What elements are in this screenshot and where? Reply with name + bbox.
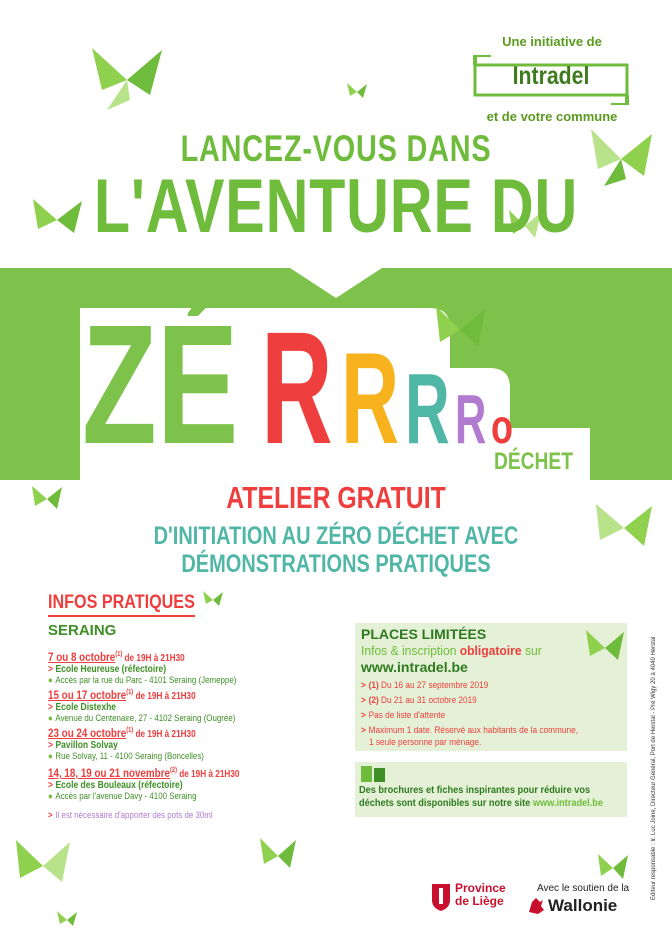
province-line-1: Province bbox=[455, 881, 506, 895]
places-item bbox=[361, 710, 445, 720]
province-line-2: de Liège bbox=[455, 894, 504, 908]
inscription-c: sur bbox=[521, 643, 542, 658]
caret-icon: > bbox=[361, 680, 366, 690]
session-footnote: (2) bbox=[169, 767, 177, 774]
places-title: PLACES LIMITÉES bbox=[361, 626, 487, 642]
atelier-subtitle-2: DÉMONSTRATIONS PRATIQUES bbox=[181, 550, 491, 578]
pots-note-text: Il est nécessaire d'apporter des pots de 30ml bbox=[55, 810, 213, 820]
wallonie-support-text: Avec le soutien de la bbox=[537, 883, 630, 894]
headline-text-2: L'AVENTURE DU bbox=[93, 164, 579, 249]
session-footnote: (1) bbox=[115, 651, 123, 658]
session-date: 7 ou 8 octobre bbox=[48, 650, 116, 664]
caret-icon: > bbox=[48, 702, 53, 713]
session-venue: Ecole des Bouleaux (réfectoire) bbox=[55, 780, 183, 791]
session-venue: Ecole Distexhe bbox=[55, 702, 116, 713]
session-item bbox=[48, 726, 348, 761]
session-address: Accès par la rue du Parc - 4101 Seraing (Jemeppe) bbox=[55, 675, 237, 685]
caret-icon: > bbox=[48, 810, 53, 820]
caret-icon: > bbox=[361, 710, 366, 720]
dechet-word: DÉCHET bbox=[494, 448, 573, 475]
butterfly-icon bbox=[346, 82, 368, 102]
caret-icon: > bbox=[361, 695, 366, 705]
session-time: de 19H à 21H30 bbox=[176, 769, 240, 780]
atelier-subtitle-1: D'INITIATION AU ZÉRO DÉCHET AVEC bbox=[153, 522, 519, 550]
pots-note bbox=[48, 810, 213, 820]
places-item-num: (1) bbox=[368, 680, 379, 690]
atelier-subtitle bbox=[67, 522, 605, 578]
session-time: de 19H à 21H30 bbox=[122, 653, 185, 664]
places-item bbox=[361, 695, 477, 705]
butterfly-icon bbox=[56, 910, 78, 930]
session-item bbox=[48, 688, 348, 723]
headline-text-1: LANCEZ-VOUS DANS bbox=[180, 128, 492, 169]
places-item-num: (2) bbox=[368, 695, 379, 705]
butterfly-icon bbox=[202, 590, 224, 610]
location-pin-icon: ● bbox=[48, 713, 53, 723]
butterfly-icon bbox=[258, 836, 298, 876]
session-footnote: (1) bbox=[126, 727, 134, 734]
butterfly-icon bbox=[12, 836, 74, 896]
atelier-title: ATELIER GRATUIT bbox=[226, 480, 446, 515]
province-liege-logo-icon bbox=[430, 882, 452, 912]
session-date: 23 ou 24 octobre bbox=[48, 726, 127, 740]
caret-icon: > bbox=[48, 780, 53, 791]
session-date: 14, 18, 19 ou 21 novembre bbox=[48, 766, 170, 780]
intradel-brand: Intradel bbox=[512, 62, 590, 90]
logo-commune-line: et de votre commune bbox=[486, 109, 618, 124]
letter-r1: R bbox=[261, 298, 333, 477]
places-item-text: Maximum 1 date. Réservé aux habitants de la commune, bbox=[368, 725, 579, 735]
location-pin-icon: ● bbox=[48, 675, 53, 685]
province-name bbox=[455, 882, 506, 908]
location-pin-icon: ● bbox=[48, 791, 53, 801]
letter-o: o bbox=[491, 401, 514, 454]
session-address: Accès par l'avenue Davy - 4100 Seraing bbox=[55, 791, 197, 801]
inscription-a: Infos & inscription bbox=[361, 643, 460, 658]
publisher-credit-text: Editeur responsable : Ir. Luc Joine, Directeur Général, Port de Herstal - Pré Wigy 20 à 4040 Herstal bbox=[651, 636, 657, 900]
session-venue: Ecole Heureuse (réfectoire) bbox=[55, 664, 167, 675]
infos-title: INFOS PRATIQUES bbox=[48, 592, 195, 617]
inscription-obligatoire: obligatoire bbox=[459, 643, 522, 658]
session-footnote: (1) bbox=[126, 689, 134, 696]
places-item-text: Pas de liste d'attente bbox=[368, 710, 446, 720]
session-date: 15 ou 17 octobre bbox=[48, 688, 127, 702]
city-name: SERAING bbox=[48, 622, 117, 639]
inscription-line bbox=[361, 643, 542, 658]
caret-icon: > bbox=[361, 725, 366, 735]
session-item bbox=[48, 766, 348, 801]
places-item-cont: 1 seule personne par ménage. bbox=[369, 737, 482, 747]
brochures-link[interactable]: www.intradel.be bbox=[532, 798, 604, 809]
zero-word bbox=[82, 290, 521, 480]
caret-icon: > bbox=[48, 664, 53, 675]
butterfly-icon bbox=[82, 40, 172, 120]
wallonie-name: Wallonie bbox=[548, 896, 618, 915]
butterfly-icon bbox=[596, 852, 630, 884]
location-pin-icon: ● bbox=[48, 751, 53, 761]
session-address: Avenue du Centenaire, 27 - 4102 Seraing (Ougrée) bbox=[55, 713, 236, 723]
logo-initiative-line: Une initiative de bbox=[502, 34, 602, 49]
caret-icon: > bbox=[48, 740, 53, 751]
letter-r3: R bbox=[404, 353, 450, 465]
places-item-text: Du 16 au 27 septembre 2019 bbox=[378, 680, 489, 690]
session-time: de 19H à 21H30 bbox=[133, 691, 196, 702]
places-item-text: Du 21 au 31 octobre 2019 bbox=[378, 695, 477, 705]
butterfly-icon bbox=[30, 484, 64, 514]
session-venue: Pavillon Solvay bbox=[55, 740, 118, 751]
session-time: de 19H à 21H30 bbox=[133, 729, 196, 740]
letter-r2: R bbox=[340, 325, 399, 471]
session-address: Rue Solvay, 11 - 4100 Seraing (Boncelles) bbox=[55, 751, 204, 761]
butterfly-icon bbox=[584, 628, 626, 668]
headline-line-2 bbox=[74, 163, 598, 250]
letter-z: ZÉ bbox=[82, 290, 239, 480]
places-item bbox=[361, 725, 578, 735]
intradel-link[interactable]: www.intradel.be bbox=[361, 659, 468, 675]
publisher-credit bbox=[643, 636, 657, 900]
brochure-icon bbox=[360, 765, 388, 783]
wallonie-rooster-icon bbox=[526, 896, 546, 916]
places-item bbox=[361, 680, 488, 690]
brochures-copy: Des brochures et fiches inspirantes pour réduire vos déchets sont disponibles sur notre site bbox=[359, 785, 591, 809]
letter-r4: R bbox=[454, 380, 487, 458]
brochures-text bbox=[359, 784, 606, 810]
butterfly-icon bbox=[592, 500, 656, 556]
session-item bbox=[48, 650, 348, 685]
